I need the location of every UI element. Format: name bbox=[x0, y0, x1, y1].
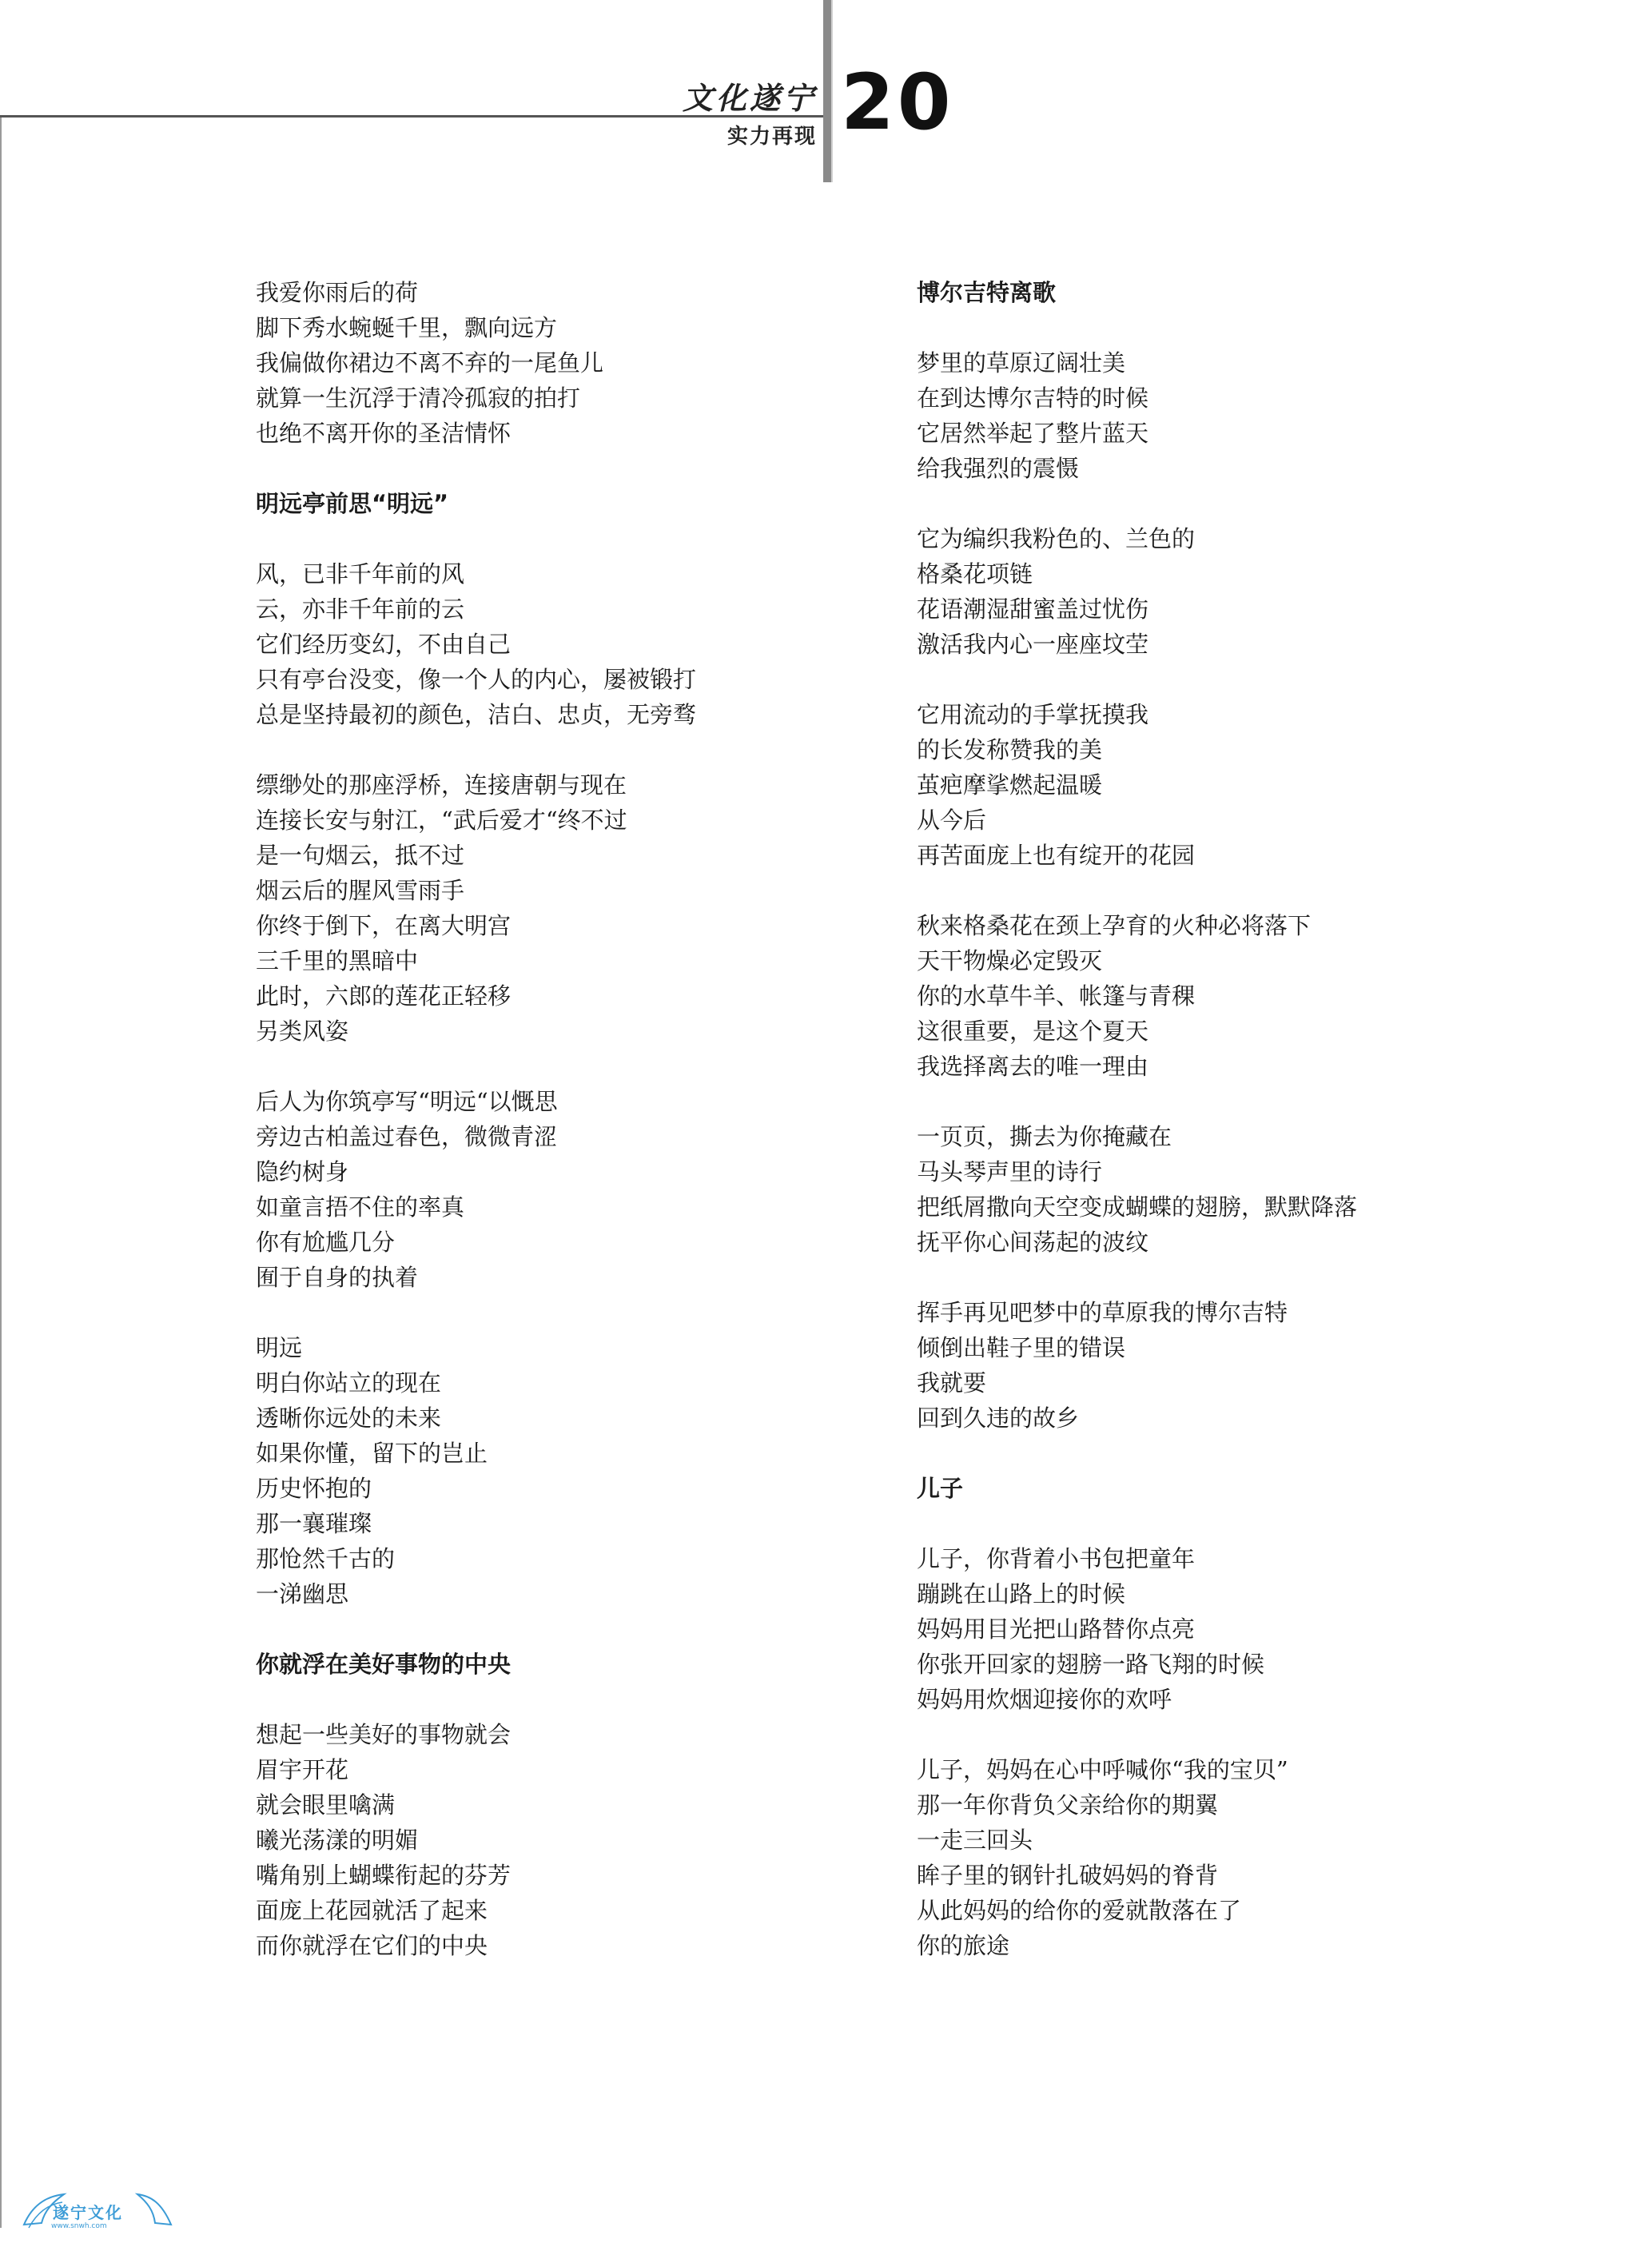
poem-line: 花语潮湿甜蜜盖过忧伤 bbox=[917, 596, 1149, 623]
poem-line: 你张开回家的翅膀一路飞翔的时候 bbox=[917, 1651, 1265, 1678]
poem-line: 它居然举起了整片蓝天 bbox=[917, 420, 1149, 447]
page-left-edge-rule bbox=[0, 118, 2, 2228]
poem-title: 博尔吉特离歌 bbox=[917, 279, 1057, 306]
poem-line: 明白你站立的现在 bbox=[256, 1369, 442, 1396]
poem-line: 我选择离去的唯一理由 bbox=[917, 1053, 1149, 1080]
poem-line: 隐约树身 bbox=[256, 1158, 349, 1185]
poem-title: 明远亭前思“明远” bbox=[256, 490, 449, 517]
poem-line: 它用流动的手掌抚摸我 bbox=[917, 701, 1149, 728]
poem-line: 云，亦非千年前的云 bbox=[256, 596, 465, 623]
poem-line: 如童言捂不住的率真 bbox=[256, 1193, 465, 1221]
poem-line: 连接长安与射江，“武后爱才“终不过 bbox=[256, 807, 627, 834]
poem-line: 蹦跳在山路上的时候 bbox=[917, 1580, 1126, 1608]
poem-line: 眉宇开花 bbox=[256, 1756, 349, 1783]
poem-line: 挥手再见吧梦中的草原我的博尔吉特 bbox=[917, 1299, 1288, 1326]
poem-line: 烟云后的腥风雪雨手 bbox=[256, 877, 465, 904]
poem-line: 那怆然千古的 bbox=[256, 1545, 396, 1572]
poem-line: 透晰你远处的未来 bbox=[256, 1404, 442, 1432]
poem-line: 一页页，撕去为你掩藏在 bbox=[917, 1123, 1172, 1150]
footer-logo-text: 遂宁文化 bbox=[53, 2203, 123, 2222]
poem-line: 激活我内心一座座坟茔 bbox=[917, 631, 1149, 658]
poem-line: 茧疤摩挲燃起温暖 bbox=[917, 771, 1103, 799]
poem-line: 它为编织我粉色的、兰色的 bbox=[917, 525, 1196, 552]
poem-line: 那一襄璀璨 bbox=[256, 1510, 372, 1537]
poem-line: 明远 bbox=[256, 1334, 303, 1361]
section-subtitle: 实力再现 bbox=[726, 125, 817, 149]
poem-line: 秋来格桑花在颈上孕育的火种必将落下 bbox=[917, 912, 1312, 939]
poem-line: 三千里的黑暗中 bbox=[256, 947, 419, 974]
poem-line: 后人为你筑亭写“明远“以慨思 bbox=[256, 1088, 558, 1115]
right-column bbox=[917, 275, 1572, 1963]
poem-line: 嘴角别上蝴蝶衔起的芬芳 bbox=[256, 1862, 512, 1889]
poem-line: 是一句烟云，抵不过 bbox=[256, 842, 465, 869]
poem-line: 另类风姿 bbox=[256, 1018, 349, 1045]
poem-line: 而你就浮在它们的中央 bbox=[256, 1932, 488, 1959]
poem-line: 倾倒出鞋子里的错误 bbox=[917, 1334, 1126, 1361]
poem-line: 从今后 bbox=[917, 807, 987, 834]
poem-line: 回到久违的故乡 bbox=[917, 1404, 1080, 1432]
poem-line: 马头琴声里的诗行 bbox=[917, 1158, 1103, 1185]
footer-logo-url: www.snwh.com bbox=[51, 2222, 107, 2230]
poem-line: 从此妈妈的给你的爱就散落在了 bbox=[917, 1897, 1242, 1924]
poem-line: 妈妈用目光把山路替你点亮 bbox=[917, 1616, 1196, 1643]
poem-line: 就算一生沉浮于清冷孤寂的拍打 bbox=[256, 384, 581, 412]
page-number: 20 bbox=[841, 58, 954, 147]
poem-line: 就会眼里噙满 bbox=[256, 1791, 396, 1819]
poem-line: 一走三回头 bbox=[917, 1827, 1033, 1854]
poem-line: 脚下秀水蜿蜒千里，飘向远方 bbox=[256, 314, 558, 341]
poem-line: 抚平你心间荡起的波纹 bbox=[917, 1229, 1149, 1256]
poem-line: 历史怀抱的 bbox=[256, 1475, 372, 1502]
poem-line: 风，已非千年前的风 bbox=[256, 560, 465, 588]
poem-line: 曦光荡漾的明媚 bbox=[256, 1827, 419, 1854]
poem-line: 眸子里的钢针扎破妈妈的脊背 bbox=[917, 1862, 1219, 1889]
poem-line: 旁边古柏盖过春色，微微青涩 bbox=[256, 1123, 558, 1150]
poem-line: 面庞上花园就活了起来 bbox=[256, 1897, 488, 1924]
poem-line: 儿子，妈妈在心中呼喊你“我的宝贝” bbox=[917, 1756, 1288, 1783]
header-rule-vertical bbox=[823, 0, 831, 182]
poem-line: 也绝不离开你的圣洁情怀 bbox=[256, 420, 512, 447]
poem-line: 妈妈用炊烟迎接你的欢呼 bbox=[917, 1686, 1172, 1713]
poem-line: 你有尬尴几分 bbox=[256, 1229, 396, 1256]
poem-line: 格桑花项链 bbox=[917, 560, 1033, 588]
poem-line: 缥缈处的那座浮桥，连接唐朝与现在 bbox=[256, 771, 627, 799]
poem-line: 你的水草牛羊、帐篷与青稞 bbox=[917, 982, 1196, 1010]
poem-line: 再苦面庞上也有绽开的花园 bbox=[917, 842, 1196, 869]
poem-line: 那一年你背负父亲给你的期翼 bbox=[917, 1791, 1219, 1819]
poem-line: 我爱你雨后的荷 bbox=[256, 279, 419, 306]
poem-title: 儿子 bbox=[917, 1475, 964, 1502]
poem-line: 我就要 bbox=[917, 1369, 987, 1396]
poem-line: 总是坚持最初的颜色，洁白、忠贞，无旁骛 bbox=[256, 701, 697, 728]
poem-line: 的长发称赞我的美 bbox=[917, 736, 1103, 763]
poem-line: 梦里的草原辽阔壮美 bbox=[917, 349, 1126, 376]
left-column bbox=[256, 275, 911, 1963]
poem-line: 如果你懂，留下的岂止 bbox=[256, 1440, 488, 1467]
poem-line: 一涕幽思 bbox=[256, 1580, 349, 1608]
header-rule-vertical-light bbox=[831, 0, 833, 182]
poem-line: 天干物燥必定毁灭 bbox=[917, 947, 1103, 974]
poem-title: 你就浮在美好事物的中央 bbox=[256, 1651, 512, 1678]
poem-line: 囿于自身的执着 bbox=[256, 1264, 419, 1291]
poem-line: 只有亭台没变，像一个人的内心，屡被锻打 bbox=[256, 666, 697, 693]
poem-line: 把纸屑撒向天空变成蝴蝶的翅膀，默默降落 bbox=[917, 1193, 1358, 1221]
poem-line: 你终于倒下，在离大明宫 bbox=[256, 912, 512, 939]
poem-line: 我偏做你裙边不离不弃的一尾鱼儿 bbox=[256, 349, 604, 376]
poem-line: 此时，六郎的莲花正轻移 bbox=[256, 982, 512, 1010]
poem-line: 这很重要，是这个夏天 bbox=[917, 1018, 1149, 1045]
poem-line: 它们经历变幻，不由自己 bbox=[256, 631, 512, 658]
poem-line: 在到达博尔吉特的时候 bbox=[917, 384, 1149, 412]
poem-line: 你的旅途 bbox=[917, 1932, 1010, 1959]
section-title: 文化遂宁 bbox=[682, 80, 817, 116]
poem-line: 儿子，你背着小书包把童年 bbox=[917, 1545, 1196, 1572]
poem-line: 给我强烈的震慑 bbox=[917, 455, 1080, 482]
poem-line: 想起一些美好的事物就会 bbox=[256, 1721, 512, 1748]
